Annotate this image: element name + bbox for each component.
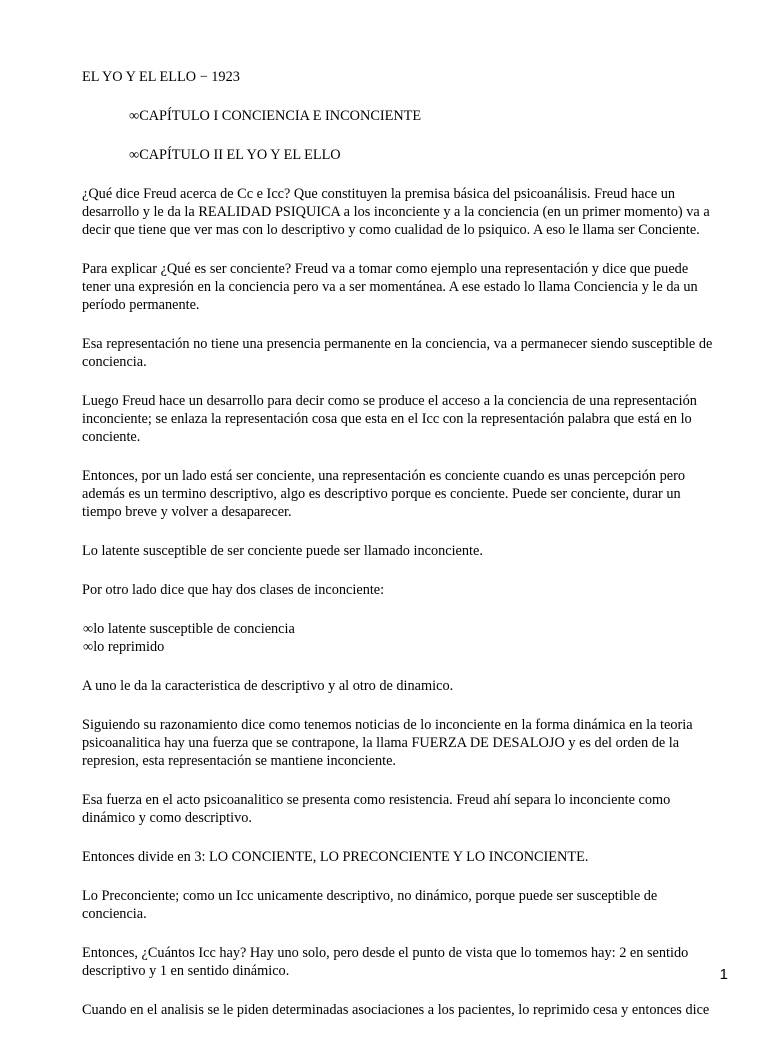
paragraph-line: Esa fuerza en el acto psicoanalitico se presenta como resistencia. Freud ahí separa lo inconciente como <box>82 792 671 808</box>
paragraph-line: Entonces, por un lado está ser conciente, una representación es conciente cuando es unas percepción pero <box>82 468 685 484</box>
paragraph-line: Entonces, ¿Cuántos Icc hay? Hay uno solo, pero desde el punto de vista que lo tomemos hay: 2 en sentido <box>82 945 689 961</box>
paragraph-line: Luego Freud hace un desarrollo para decir como se produce el acceso a la conciencia de una representación <box>82 393 697 409</box>
paragraph <box>82 944 728 980</box>
paragraph <box>82 887 728 923</box>
paragraph-line: además es un termino descriptivo, algo es descriptivo porque es conciente. Puede ser conciente, durar un <box>82 486 681 502</box>
paragraph-line: ¿Qué dice Freud acerca de Cc e Icc? Que constituyen la premisa básica del psicoanálisis. Freud hace un <box>82 186 676 202</box>
paragraph-line: Por otro lado dice que hay dos clases de inconciente: <box>82 582 385 598</box>
list-item: ∞lo reprimido <box>83 639 165 655</box>
paragraph-line: conciencia. <box>82 906 147 922</box>
paragraph-line: A uno le da la caracteristica de descriptivo y al otro de dinamico. <box>82 678 454 694</box>
chapter-heading-2: ∞CAPÍTULO II EL YO Y EL ELLO <box>129 147 341 163</box>
paragraph-line: represion, esta representación se mantiene inconciente. <box>82 753 396 769</box>
paragraph-line: Cuando en el analisis se le piden determinadas asociaciones a los pacientes, lo reprimido cesa y entonces dice <box>82 1002 710 1018</box>
paragraph-line: período permanente. <box>82 297 200 313</box>
paragraph <box>82 392 728 446</box>
document-body <box>82 68 728 1040</box>
document-title: EL YO Y EL ELLO − 1923 <box>82 69 240 85</box>
paragraph-line: Entonces divide en 3: LO CONCIENTE, LO PRECONCIENTE Y LO INCONCIENTE. <box>82 849 589 865</box>
paragraph-line: desarrollo y le da la REALIDAD PSIQUICA a los inconciente y a la conciencia (en un primer momento) va a <box>82 204 710 220</box>
page-number: 1 <box>719 966 728 983</box>
paragraph-line: Lo Preconciente; como un Icc unicamente descriptivo, no dinámico, porque puede ser susceptible de <box>82 888 658 904</box>
paragraph-line: conciencia. <box>82 354 147 370</box>
list-item: ∞lo latente susceptible de conciencia <box>83 621 295 637</box>
paragraph-line: dinámico y como descriptivo. <box>82 810 252 826</box>
paragraph <box>82 335 728 371</box>
paragraph-line: psicoanalitica hay una fuerza que se contrapone, la llama FUERZA DE DESALOJO y es del orden de la <box>82 735 680 751</box>
paragraph-line: inconciente; se enlaza la representación cosa que esta en el Icc con la representación palabra que está en lo <box>82 411 692 427</box>
paragraph-line: Para explicar ¿Qué es ser conciente? Freud va a tomar como ejemplo una representación y dice que puede <box>82 261 689 277</box>
paragraph <box>82 260 728 314</box>
paragraph-line: Lo latente susceptible de ser conciente puede ser llamado inconciente. <box>82 543 483 559</box>
paragraph-line: conciente. <box>82 429 141 445</box>
paragraph <box>82 716 728 770</box>
paragraph <box>82 848 728 866</box>
paragraph <box>82 791 728 827</box>
paragraph <box>82 1001 728 1019</box>
paragraph <box>82 581 728 599</box>
bullet-list <box>82 620 728 656</box>
paragraph <box>82 677 728 695</box>
chapter-heading-1: ∞CAPÍTULO I CONCIENCIA E INCONCIENTE <box>129 108 422 124</box>
paragraph <box>82 467 728 521</box>
paragraph-line: Siguiendo su razonamiento dice como tenemos noticias de lo inconciente en la forma dinámica en la teoria <box>82 717 693 733</box>
paragraph-line: Esa representación no tiene una presencia permanente en la conciencia, va a permanecer siendo susceptible de <box>82 336 713 352</box>
paragraph-line: decir que tiene que ver mas con lo descriptivo y como cualidad de lo psiquico. A eso le llama ser Conciente. <box>82 222 700 238</box>
paragraph-line: descriptivo y 1 en sentido dinámico. <box>82 963 290 979</box>
paragraph-line: tener una expresión en la conciencia pero va a ser momentánea. A ese estado lo llama Conciencia y le da un <box>82 279 698 295</box>
paragraph-line: tiempo breve y volver a desaparecer. <box>82 504 292 520</box>
paragraph <box>82 542 728 560</box>
paragraph <box>82 185 728 239</box>
